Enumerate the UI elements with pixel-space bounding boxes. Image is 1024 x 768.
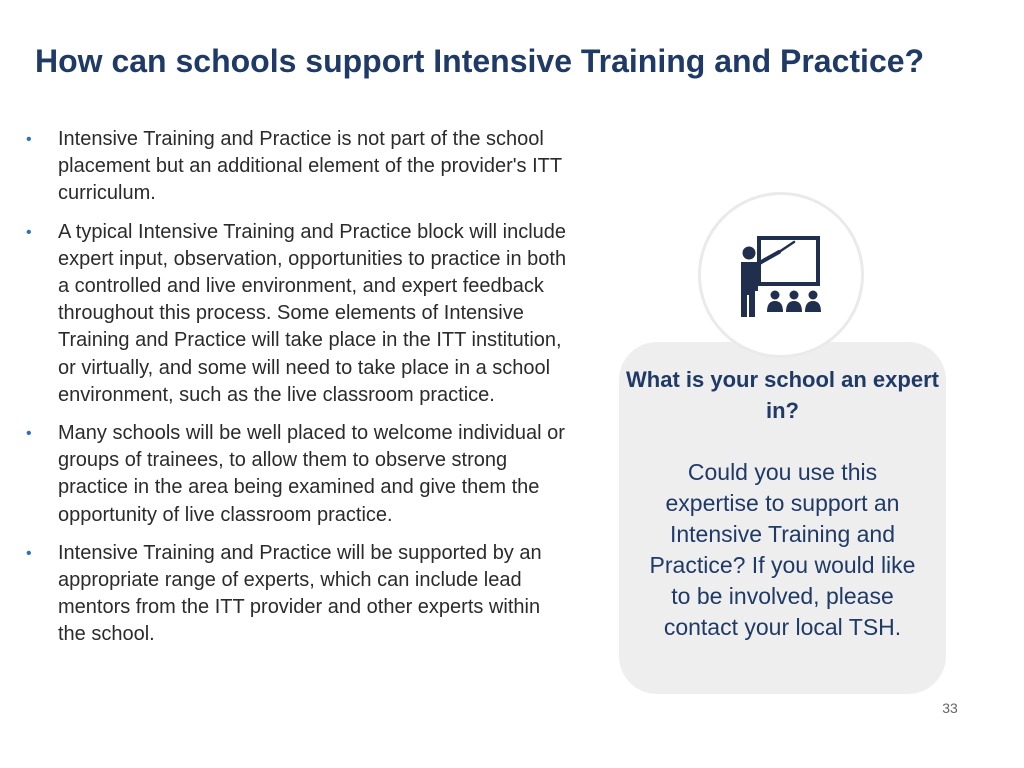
- callout-body: Could you use this expertise to support an Intensive Training and Practice? If you would like to be involved, please contact your local TSH.: [649, 459, 916, 640]
- bullet-text: Intensive Training and Practice will be supported by an appropriate range of experts, which can include lead mentors from the ITT provider and other experts within the school.: [58, 541, 542, 646]
- callout-box: [619, 342, 946, 694]
- bullet-item: [22, 126, 567, 208]
- bullet-marker: •: [26, 223, 32, 241]
- bullet-item: [22, 420, 567, 529]
- bullet-marker: •: [26, 544, 32, 562]
- bullet-text: Intensive Training and Practice is not part of the school placement but an additional element of the provider's ITT curriculum.: [58, 128, 562, 205]
- bullet-text: A typical Intensive Training and Practice block will include expert input, observation, opportunities to practice in both a controlled and live environment, and expert feedback throughout this process. Some elements of Intensive Training and Practice will take place in the ITT institution, or virtually, and some will need to take place in a school environment, such as the live classroom practice.: [58, 220, 567, 406]
- callout-heading: What is your school an expert in?: [626, 367, 939, 423]
- bullet-marker: •: [26, 425, 32, 443]
- bullet-text: Many schools will be well placed to welcome individual or groups of trainees, to allow them to observe strong practice in the area being examined and give them the opportunity of live classroom practice.: [58, 422, 565, 526]
- bullet-list: [22, 126, 567, 660]
- bullet-item: [22, 540, 567, 649]
- slide-title: How can schools support Intensive Training and Practice?: [35, 43, 925, 79]
- bullet-item: [22, 219, 567, 409]
- icon-circle: [698, 192, 864, 358]
- teacher-classroom-icon: [701, 195, 861, 355]
- page-number: 33: [942, 700, 958, 716]
- bullet-marker: •: [26, 131, 32, 148]
